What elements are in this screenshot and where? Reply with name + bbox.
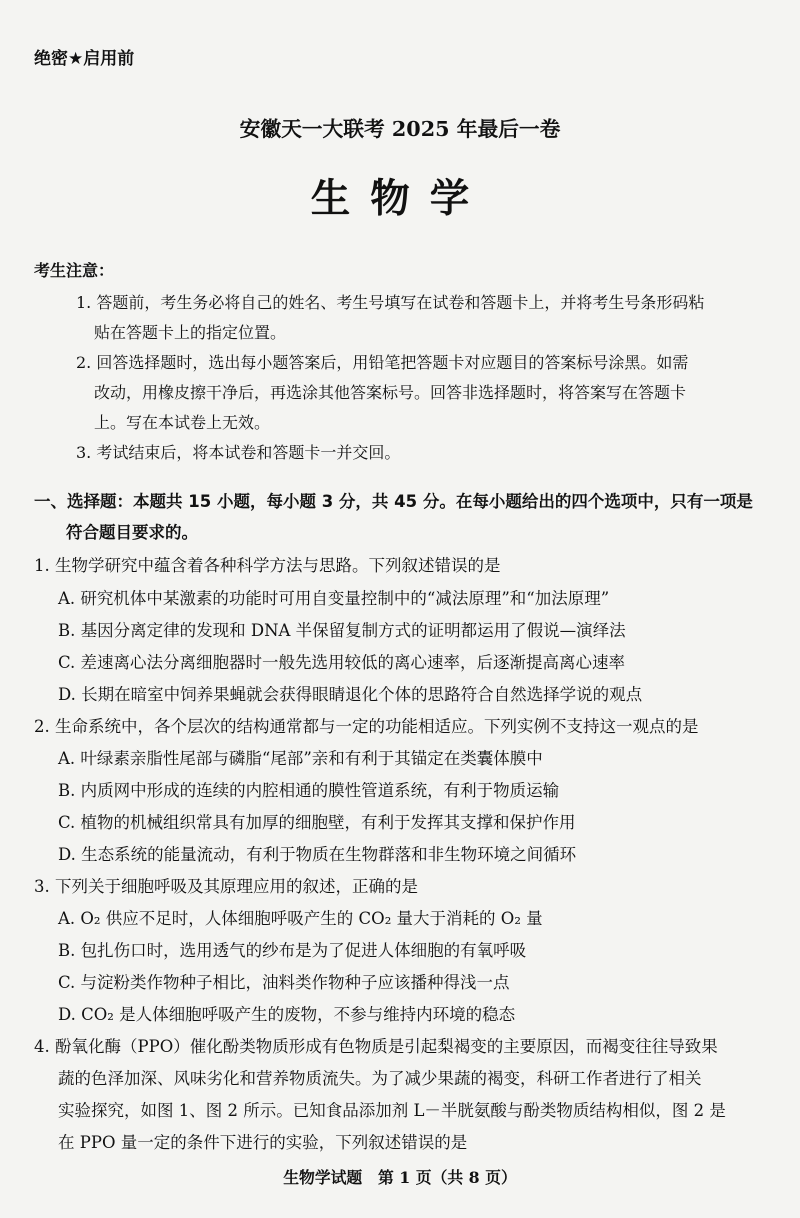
question-2-option-b: B. 内质网中形成的连续的内腔相通的膜性管道系统，有利于物质运输 <box>58 781 560 800</box>
note-line: 上。写在本试卷上无效。 <box>94 413 271 432</box>
question-3-stem: 3. 下列关于细胞呼吸及其原理应用的叙述，正确的是 <box>34 877 418 896</box>
subject-title: 生物学 <box>310 176 490 222</box>
note-line: 贴在答题卡上的指定位置。 <box>94 323 287 342</box>
question-4-line: 在 PPO 量一定的条件下进行的实验，下列叙述错误的是 <box>58 1133 468 1152</box>
confidential-label: 绝密★启用前 <box>34 49 135 69</box>
note-line: 1. 答题前，考生务必将自己的姓名、考生号填写在试卷和答题卡上，并将考生号条形码粘 <box>76 293 705 312</box>
question-1-option-a: A. 研究机体中某激素的功能时可用自变量控制中的“减法原理”和“加法原理” <box>58 589 610 608</box>
question-4-line: 实验探究，如图 1、图 2 所示。已知食品添加剂 L－半胱氨酸与酚类物质结构相似，图 2 是 <box>58 1101 726 1120</box>
note-line: 改动，用橡皮擦干净后，再选涂其他答案标号。回答非选择题时，将答案写在答题卡 <box>94 383 687 402</box>
question-2-option-c: C. 植物的机械组织常具有加厚的细胞壁，有利于发挥其支撑和保护作用 <box>58 813 576 832</box>
question-4-line: 蔬的色泽加深、风味劣化和营养物质流失。为了减少果蔬的褐变，科研工作者进行了相关 <box>58 1069 702 1088</box>
question-3-option-d: D. CO₂ 是人体细胞呼吸产生的废物，不参与维持内环境的稳态 <box>58 1005 516 1024</box>
note-line: 3. 考试结束后，将本试卷和答题卡一并交回。 <box>76 443 401 462</box>
question-1-option-c: C. 差速离心法分离细胞器时一般先选用较低的离心速率，后逐渐提高离心速率 <box>58 653 626 672</box>
question-2-stem: 2. 生命系统中，各个层次的结构通常都与一定的功能相适应。下列实例不支持这一观点的是 <box>34 717 699 736</box>
question-4-line: 4. 酚氧化酶（PPO）催化酚类物质形成有色物质是引起梨褐变的主要原因，而褐变往往导致果 <box>34 1037 718 1056</box>
question-2-option-a: A. 叶绿素亲脂性尾部与磷脂“尾部”亲和有利于其锚定在类囊体膜中 <box>58 749 543 768</box>
question-2-option-d: D. 生态系统的能量流动，有利于物质在生物群落和非生物环境之间循环 <box>58 845 577 864</box>
section-heading: 一、选择题：本题共 15 小题，每小题 3 分，共 45 分。在每小题给出的四个选项中，只有一项是 <box>34 492 753 511</box>
note-line: 2. 回答选择题时，选出每小题答案后，用铅笔把答题卡对应题目的答案标号涂黑。如需 <box>76 353 689 372</box>
notes-heading: 考生注意： <box>34 261 115 280</box>
question-1-option-b: B. 基因分离定律的发现和 DNA 半保留复制方式的证明都运用了假说—演绎法 <box>58 621 626 640</box>
question-1-stem: 1. 生物学研究中蕴含着各种科学方法与思路。下列叙述错误的是 <box>34 556 501 575</box>
question-1-option-d: D. 长期在暗室中饲养果蝇就会获得眼睛退化个体的思路符合自然选择学说的观点 <box>58 685 643 704</box>
page-footer: 生物学试题 第 1 页（共 8 页） <box>283 1168 517 1187</box>
exam-title: 安徽天一大联考 2025 年最后一卷 <box>239 117 561 141</box>
question-3-option-a: A. O₂ 供应不足时，人体细胞呼吸产生的 CO₂ 量大于消耗的 O₂ 量 <box>58 909 543 928</box>
question-3-option-c: C. 与淀粉类作物种子相比，油料类作物种子应该播种得浅一点 <box>58 973 510 992</box>
section-heading-cont: 符合题目要求的。 <box>66 523 198 542</box>
question-3-option-b: B. 包扎伤口时，选用透气的纱布是为了促进人体细胞的有氧呼吸 <box>58 941 527 960</box>
